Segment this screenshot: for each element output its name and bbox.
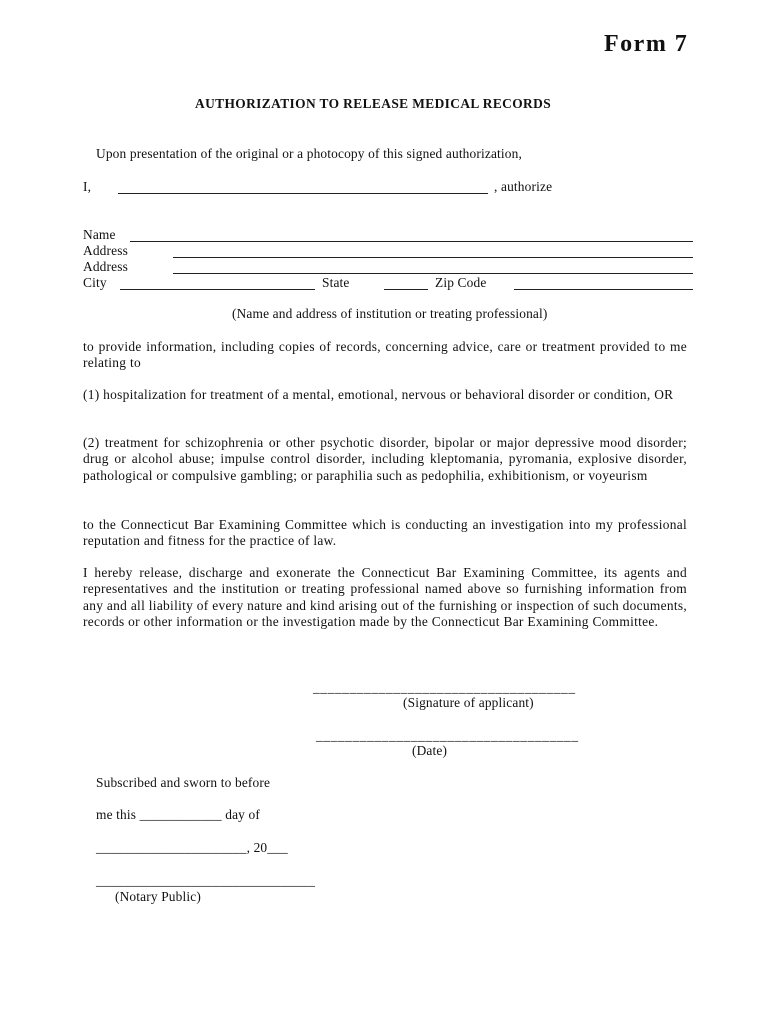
date-line[interactable]: ____________________________________ (316, 728, 579, 743)
authorize-prefix: I, (83, 179, 92, 194)
subscribed-text: Subscribed and sworn to before (96, 775, 271, 790)
authorize-suffix: , authorize (494, 179, 553, 194)
notary-label: (Notary Public) (115, 889, 201, 904)
date-label: (Date) (412, 743, 448, 758)
zip-line[interactable] (514, 289, 693, 290)
applicant-name-line[interactable] (118, 193, 488, 194)
provide-paragraph: to provide information, including copies of records, concerning advice, care or treatment provided to me relating to (83, 339, 687, 371)
form-number: Form 7 (604, 31, 689, 57)
name-label: Name (83, 227, 116, 242)
year-line[interactable]: ______________________, 20___ (96, 840, 288, 855)
item-1-paragraph: (1) hospitalization for treatment of a mental, emotional, nervous or behavioral disorder or condition, OR (83, 387, 674, 402)
signature-line[interactable]: ____________________________________ (313, 680, 576, 695)
release-paragraph: I hereby release, discharge and exonerate the Connecticut Bar Examining Committee, its agents and representatives and the institution or treating professional named above so furnishing information from any and all liability of every nature and kind arising out of the furnishing or inspection of such documents, records or other information or the investigation made by the Connecticut Bar Examining Committee. (83, 565, 687, 629)
address1-label: Address (83, 243, 128, 258)
item-2-paragraph: (2) treatment for schizophrenia or other psychotic disorder, bipolar or major depressive mood disorder; drug or alcohol abuse; impulse control disorder, including kleptomania, pyromania, explosive disorder, pathological or compulsive gambling; or paraphilia such as pedophilia, exhibitionism, or voyeurism (83, 435, 687, 483)
signature-label: (Signature of applicant) (403, 695, 534, 710)
address2-label: Address (83, 259, 128, 274)
me-this-day-text[interactable]: me this ____________ day of (96, 807, 260, 822)
intro-text: Upon presentation of the original or a photocopy of this signed authorization, (96, 146, 522, 161)
state-label: State (322, 275, 350, 290)
zip-label: Zip Code (435, 275, 487, 290)
address1-line[interactable] (173, 257, 693, 258)
address2-line[interactable] (173, 273, 693, 274)
state-line[interactable] (384, 289, 428, 290)
institution-caption: (Name and address of institution or treating professional) (232, 306, 548, 321)
city-line[interactable] (120, 289, 315, 290)
notary-signature-line[interactable]: ________________________________ (96, 873, 316, 888)
city-label: City (83, 275, 107, 290)
committee-paragraph: to the Connecticut Bar Examining Committee which is conducting an investigation into my professional reputation and fitness for the practice of law. (83, 517, 687, 549)
institution-name-line[interactable] (130, 241, 693, 242)
form-title: AUTHORIZATION TO RELEASE MEDICAL RECORDS (195, 96, 552, 111)
